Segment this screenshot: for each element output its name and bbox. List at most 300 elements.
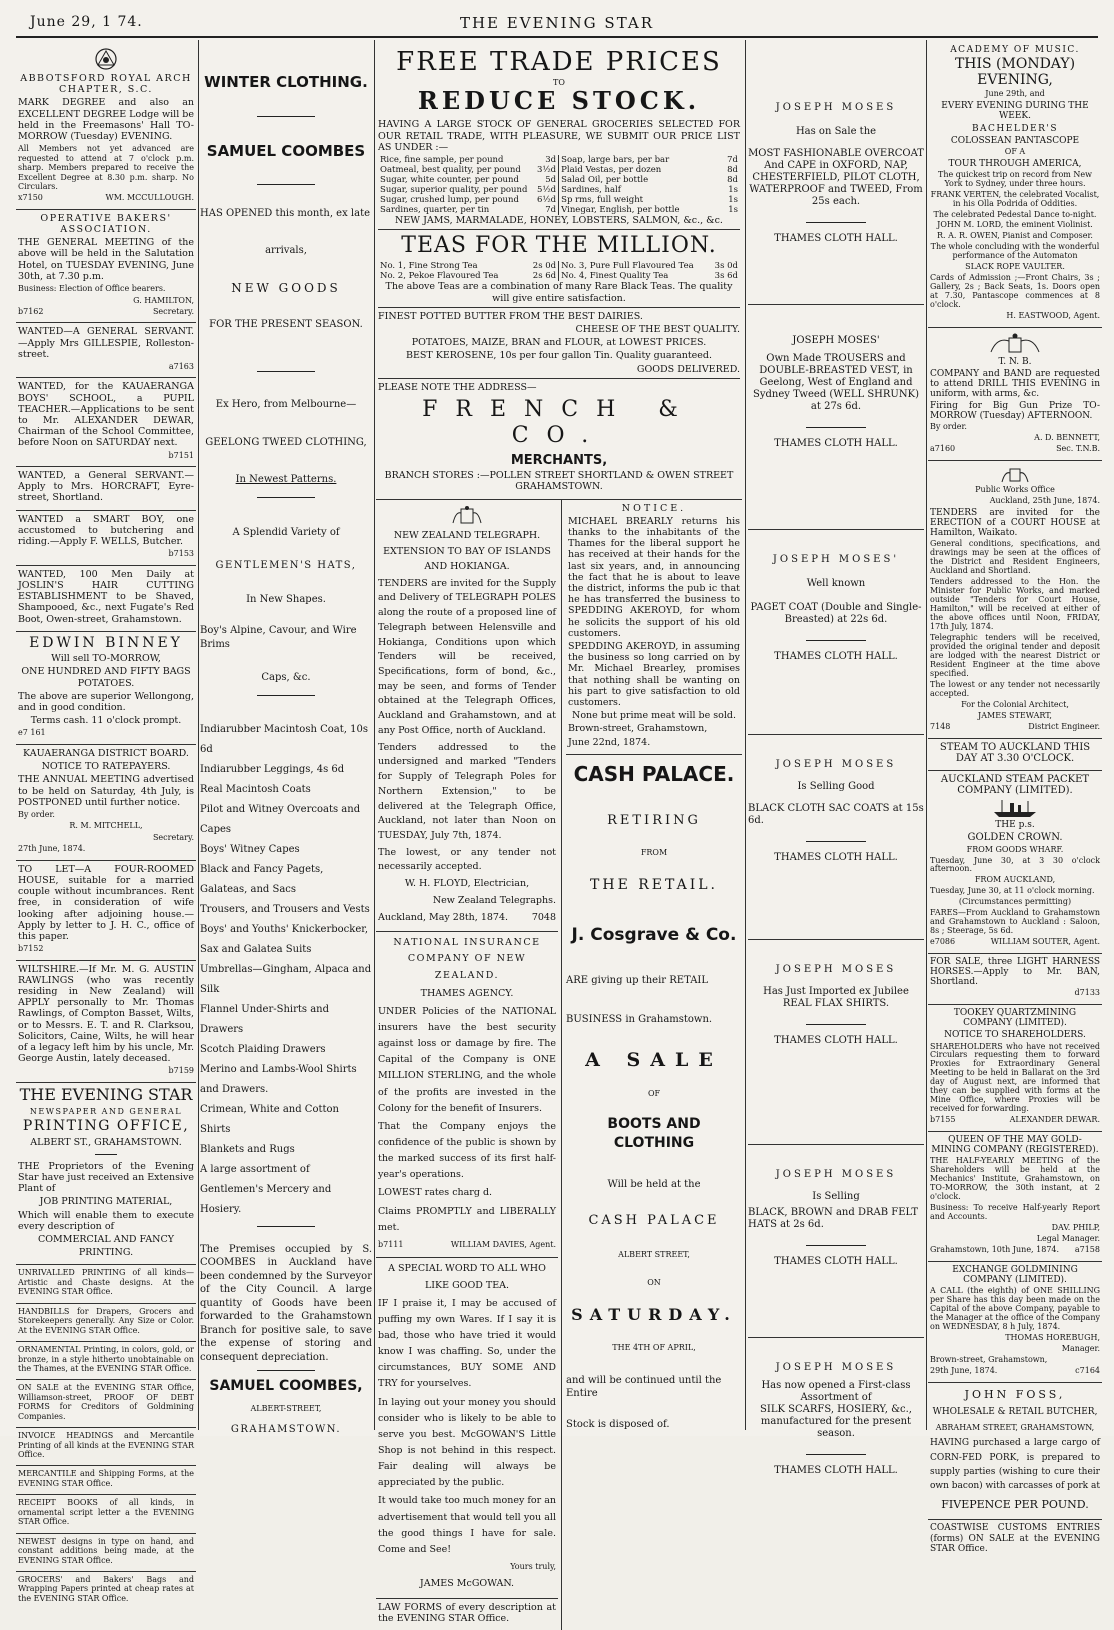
sale-heading: A SALE <box>585 1049 723 1072</box>
item-price: 7d <box>545 205 557 216</box>
grahamstown: GRAHAMSTOWN. <box>230 1423 342 1435</box>
ad-date: 29th June, 1874. <box>930 1365 998 1375</box>
item-name: No. 1, Fine Strong Tea <box>380 261 478 272</box>
ad-body: A CALL (the eighth) of ONE SHILLING per Share has this day been made on the Capital of the above Company, payable to the Manager at the office of the Company on WEDNESDAY, 8 h July, 1874. <box>930 1285 1100 1331</box>
servant-ad <box>16 323 196 378</box>
ad-signature: ALEXANDER DEWAR. <box>1009 1115 1100 1125</box>
thames-cloth-hall: THAMES CLOTH HALL. <box>774 1035 898 1046</box>
list-item: Blankets and Rugs <box>200 1143 295 1155</box>
price-row <box>378 185 559 195</box>
free-trade-ad <box>376 42 742 500</box>
item-name: No. 2, Pekoe Flavoured Tea <box>380 271 499 282</box>
masonic-emblem-icon <box>91 47 121 71</box>
ad-body: The lowest, or any tender not necessarily accepted. <box>378 846 556 873</box>
item-price: 5d <box>545 175 557 186</box>
item-name: Sugar, superior quality, per pound <box>380 185 528 196</box>
list-item: A large assortment of Gentlemen's Mercery and Hosiery. <box>200 1163 332 1215</box>
moses-ad <box>748 304 924 529</box>
price-row <box>559 205 740 215</box>
ad-line: JOHN M. LORD, the eminent Violinist. <box>937 220 1093 230</box>
ad-ref: a7158 <box>1074 1244 1100 1254</box>
ad-price: FIVEPENCE PER POUND. <box>941 1497 1089 1511</box>
steamship-icon <box>992 798 1038 818</box>
geelong-text: GEELONG TWEED CLOTHING, <box>205 436 367 448</box>
ad-line: Is Selling <box>812 1191 860 1202</box>
ad-line: ONE HUNDRED AND FIFTY BAGS POTATOES. <box>21 666 191 689</box>
printing-notice <box>16 1380 196 1428</box>
list-item: Umbrellas—Gingham, Alpaca and Silk <box>200 963 372 995</box>
ad-title: ABBOTSFORD ROYAL ARCH CHAPTER, S.C. <box>20 73 192 96</box>
ad-signature: W. H. FLOYD, Electrician, <box>404 878 530 890</box>
ad-title: AUCKLAND STEAM PACKET COMPANY (LIMITED). <box>940 773 1090 797</box>
ad-ref: b7151 <box>168 450 194 460</box>
ad-signature: DAV. PHILP, <box>1051 1222 1100 1232</box>
ad-line: SLACK ROPE VAULTER. <box>965 262 1065 272</box>
ad-body: IF I praise it, I may be accused of puffing my own Wares. If I say it is bad, those who have tried it would know I was chaffing. So, under the circumstances, BUY SOME AND TRY for yourselves. <box>378 1297 556 1390</box>
ad-line: THIS (MONDAY) EVENING, <box>954 56 1076 88</box>
ad-body: HAVING purchased a large cargo of CORN-FED PORK, is prepared to supply parties (wishing to cure their own bacon) with carcasses of pork at <box>930 1438 1100 1492</box>
newspaper-title: THE EVENING STAR <box>459 14 655 32</box>
ad-body: It would take too much money for an advertisement that would tell you all the good things I have for sale. Come and See! <box>378 1495 556 1555</box>
notice-text: HANDBILLS for Drapers, Grocers and Storekeepers generally. Any Size or Color. At the EVENING STAR Office. <box>18 1306 194 1335</box>
notice-text: INVOICE HEADINGS and Mercantile Printing of all kinds at the EVENING STAR Office. <box>18 1431 194 1460</box>
ad-ref: 7148 <box>930 721 951 731</box>
flour-text: POTATOES, MAIZE, BRAN and FLOUR, at LOWEST PRICES. <box>411 337 707 349</box>
ad-subtitle: WHOLESALE & RETAIL BUTCHER, <box>932 1407 1098 1418</box>
foss-ad <box>928 1383 1102 1521</box>
ad-subtitle: EXTENSION TO BAY OF ISLANDS AND HOKIANGA. <box>383 546 551 573</box>
ad-body: SPEDDING AKEROYD, in assuming the business so long carried on by Mr. Michael Brearley, promises that nothing shall be wanting on his part to give satisfaction to old customers. <box>568 641 740 709</box>
ad-line: FROM AUCKLAND, <box>974 875 1056 885</box>
moses-ad <box>748 529 924 734</box>
ad-role: Legal Manager. <box>1036 1233 1100 1243</box>
price-row <box>378 261 559 271</box>
moses-ad <box>748 102 924 304</box>
ad-body: WANTED, for the KAUAERANGA BOYS' SCHOOL, a PUPIL TEACHER.—Applications to be sent to Mr. ALEXANDER DEWAR, Chairman of the School Committee, before Noon on SATURDAY next. <box>18 381 194 449</box>
notice-text: ORNAMENTAL Printing, in colors, gold, or bronze, in a style hitherto unobtainable on the Thames, at the EVENING STAR Office. <box>18 1345 194 1373</box>
ad-ref: b7152 <box>18 944 44 954</box>
ad-title: NATIONAL INSURANCE COMPANY OF NEW ZEALAND. <box>393 937 541 981</box>
ad-line: The whole concluding with the wonderful performance of the Automaton <box>930 242 1100 261</box>
item-name: Sardines, half <box>561 185 621 196</box>
ad-body: Business: To receive Half-yearly Report and Accounts. <box>930 1203 1100 1221</box>
ad-date: 27th June, 1874. <box>18 844 86 854</box>
column-4 <box>748 42 924 1476</box>
ad-line: EVERY EVENING DURING THE WEEK. <box>941 101 1089 122</box>
list-item: Black and Fancy Pagets, Galateas, and Sacs <box>200 863 324 895</box>
masthead <box>16 14 1098 36</box>
coombes-heading: SAMUEL COOMBES <box>206 142 366 161</box>
ad-title: EXCHANGE GOLDMINING COMPANY (LIMITED). <box>952 1264 1078 1285</box>
ad-ref: e7086 <box>930 937 956 947</box>
ad-ref: b7111 <box>378 1239 404 1249</box>
price-row <box>559 175 740 185</box>
ad-line: The quickest trip on record from New York to Sydney, under three hours. <box>938 169 1092 188</box>
premises-text: The Premises occupied by S. COOMBES in Auckland have been condemned by the Surveyor of the City Council. A large quantity of Goods have been forwarded to the Grahamstown Branch for positive sale, to save the expense of storing and consequent depreciation. <box>200 1243 372 1363</box>
coat-of-arms-icon <box>1000 466 1030 484</box>
newest-text: In Newest Patterns. <box>235 474 337 486</box>
of-text: OF <box>647 1089 661 1099</box>
list-item: Crimean, White and Cotton Shirts <box>200 1103 339 1135</box>
divider <box>806 427 866 428</box>
ad-body: THE HALF-YEARLY MEETING of the Shareholders will be held at the Mechanics' Institute, Grahamstown, on TO-MORROW, the 30th instant, at 2 o'clock. <box>930 1156 1100 1202</box>
list-item: Pilot and Witney Overcoats and Capes <box>200 803 361 835</box>
ad-subtitle: NEWSPAPER AND GENERAL <box>29 1106 183 1116</box>
ad-signature: WILLIAM SOUTER, Agent. <box>990 937 1100 947</box>
notice-text: UNRIVALLED PRINTING of all kinds—Artistic and Chaste designs. At the EVENING STAR Office. <box>18 1268 194 1297</box>
arrivals-text: arrivals, <box>265 245 307 256</box>
ad-title: JOHN FOSS, <box>964 1387 1066 1401</box>
winter-clothing-heading: WINTER CLOTHING. <box>204 73 368 91</box>
ad-body: MICHAEL BREARLY returns his thanks to the inhabitants of the Thames for the liberal support he has received at their hands for the last six years, and, in announcing the fact that he is about to leave the district, informs the pub ic that he has transferred the business to SPEDDING AKEROYD, for whom he solicits the support of his old customers. <box>568 515 740 639</box>
list-item: Indiarubber Macintosh Coat, 10s 6d <box>200 723 368 755</box>
kerosene-text: BEST KEROSENE, 10s per four gallon Tin. Quality guaranteed. <box>405 350 713 362</box>
moses-ad <box>748 734 924 939</box>
printing-office-ad <box>16 1083 196 1266</box>
item-price: 8d <box>727 175 738 186</box>
divider <box>257 695 315 696</box>
list-item: Real Macintosh Coats <box>200 783 311 795</box>
address-text: PLEASE NOTE THE ADDRESS— <box>378 381 537 393</box>
printing-notice <box>16 1304 196 1342</box>
business-text: BUSINESS in Grahamstown. <box>566 1014 713 1026</box>
ad-line: Tuesday, June 30, at 11 o'clock morning. <box>930 886 1095 896</box>
boys-text: Boy's Alpine, Cavour, and Wire Brims <box>200 625 357 650</box>
delivered-text: GOODS DELIVERED. <box>636 363 740 375</box>
printing-notice <box>16 1342 196 1380</box>
divider <box>806 1024 866 1025</box>
for-sale-ad <box>928 954 1102 1005</box>
notice-text: GROCERS' and Bakers' Bags and Wrapping Papers printed at cheap rates at the EVENING STAR Office. <box>18 1574 194 1603</box>
ad-body: None but prime meat will be sold. <box>572 710 736 722</box>
price-row <box>559 185 740 195</box>
column-rule <box>926 40 927 1430</box>
ad-line: Claims PROMPTLY and LIBERALLY met. <box>378 1205 556 1233</box>
ad-title: THE EVENING STAR <box>19 1084 193 1104</box>
item-price: 8d <box>727 165 738 176</box>
printing-notice <box>16 1265 196 1303</box>
new-goods-heading: NEW GOODS <box>231 280 341 295</box>
ad-body: General conditions, specifications, and drawings may be seen at the offices of the District and Resident Engineers, Auckland and Shortland. <box>930 539 1100 576</box>
brearly-notice <box>566 500 742 755</box>
ad-for: For the Colonial Architect, <box>961 699 1069 709</box>
item-name: Sugar, white counter, per pound <box>380 175 519 186</box>
coat-of-arms-icon <box>987 333 1043 355</box>
branch-text: BRANCH STORES :—POLLEN STREET SHORTLAND & OWEN STREET GRAHAMSTOWN. <box>384 470 734 493</box>
giving-text: ARE giving up their RETAIL <box>566 975 709 987</box>
board-ad <box>16 745 196 861</box>
teacher-ad <box>16 378 196 467</box>
ad-line: FROM GOODS WHARF. <box>966 844 1064 854</box>
ad-body: MARK DEGREE and also an EXCELLENT DEGREE Lodge will be held in the Freemasons' Hall TO-MORROW (Tuesday) EVENING. <box>18 97 194 143</box>
retiring-text: RETIRING <box>607 812 701 828</box>
divider <box>257 184 315 185</box>
item-price: 5½d <box>537 185 557 196</box>
ad-line: GOLDEN CROWN. <box>967 832 1063 844</box>
price-row <box>378 205 559 215</box>
ad-body: SILK SCARFS, HOSIERY, &c., manufactured for the present season. <box>760 1404 912 1439</box>
divider <box>257 371 315 372</box>
coastwise-ad <box>928 1520 1102 1559</box>
ad-line: (Circumstances permitting) <box>958 897 1072 907</box>
ad-line: COMMERCIAL AND FANCY <box>37 1234 175 1246</box>
item-price: 1s <box>728 195 738 206</box>
ad-ref: a7163 <box>168 361 194 371</box>
ad-body: LAW FORMS of every description at the EVENING STAR Office. <box>378 1601 556 1624</box>
bakers-ad <box>16 210 196 324</box>
ad-signature: A. D. BENNETT, <box>1034 433 1100 443</box>
masthead-rule <box>16 36 1098 38</box>
item-name: Sardines, quarter, per tin <box>380 205 490 216</box>
ad-body: TENDERS are invited for the Supply and Delivery of TELEGRAPH POLES along the route of a proposed line of Telegraph between Helensville and Hokianga, Conditions upon which Tenders will be received, Specifications, form of bond, &c., may be seen, and forms of Tender obtained at the Telegraph Offices, Auckland and Grahamstown, and at any Post Office, north of Auckland. <box>378 577 556 736</box>
ad-line: Has on Sale the <box>795 126 877 137</box>
lower-section <box>376 500 742 1630</box>
ad-role: Sec. T.N.B. <box>1056 444 1100 454</box>
list-item: Indiarubber Leggings, 4s 6d <box>200 763 345 775</box>
price-row <box>559 261 740 271</box>
printing-notice <box>16 1466 196 1495</box>
printing-notice <box>16 1534 196 1572</box>
ad-line: JOB PRINTING MATERIAL, <box>39 1196 173 1208</box>
ad-title: NEW ZEALAND TELEGRAPH. <box>393 529 541 541</box>
price-row <box>378 165 559 175</box>
clothing-list <box>200 720 372 1220</box>
ad-body: REAL FLAX SHIRTS. <box>782 998 890 1009</box>
ad-date: Auckland, May 28th, 1874. <box>378 911 509 923</box>
ad-signature: G. HAMILTON, <box>133 295 194 305</box>
wiltshire-ad <box>16 961 196 1083</box>
ad-line: Is Selling Good <box>797 781 875 792</box>
ad-title: STEAM TO AUCKLAND THIS DAY AT 3.30 O'CLOCK. <box>939 741 1091 764</box>
ad-ref: b7159 <box>168 1066 194 1076</box>
jams-text: NEW JAMS, MARMALADE, HONEY, LOBSTERS, SALMON, &c., &c. <box>395 215 723 227</box>
moses-name: JOSEPH MOSES' <box>772 554 900 565</box>
ad-head: Public Works Office <box>975 485 1055 495</box>
item-name: Salad Oil, per bottle <box>561 175 649 186</box>
notice-text: ON SALE at the EVENING STAR Office, Williamson-street, PROOF OF DEBT FORMS for Creditors of Goldmining Companies. <box>18 1383 194 1421</box>
moses-name: JOSEPH MOSES <box>775 759 897 770</box>
ad-title: A SPECIAL WORD TO ALL WHO LIKE GOOD TEA. <box>388 1263 546 1291</box>
ad-signature: H. EASTWOOD, Agent. <box>1006 311 1100 321</box>
ad-line: THE p.s. <box>995 820 1035 831</box>
item-price: 3d <box>545 155 557 166</box>
ad-signature: JAMES McGOWAN. <box>419 1577 515 1589</box>
tea-table-left <box>378 261 559 281</box>
item-price: 3½d <box>537 165 557 176</box>
tea-table-right <box>559 261 740 281</box>
ad-body: FOR SALE, three LIGHT HARNESS HORSES.—Apply to Mr. BAN, Shortland. <box>930 957 1100 988</box>
moses-name: JOSEPH MOSES <box>775 102 897 113</box>
item-price: 1s <box>728 185 738 196</box>
ad-closing: Yours truly, <box>510 1561 556 1571</box>
ad-line: Which will enable them to execute every description of <box>18 1209 194 1232</box>
column-rule <box>198 40 199 1430</box>
printing-notice <box>16 1495 196 1533</box>
price-row <box>378 175 559 185</box>
caps-text: Caps, &c. <box>261 672 311 684</box>
ad-body: MOST FASHIONABLE OVERCOAT And CAPE in OXFORD, NAP, CHESTERFIELD, PILOT CLOTH, WATERPROOF and TWEED, From 25s each. <box>748 148 924 207</box>
ad-body: WANTED, 100 Men Daily at JOSLIN'S HAIR CUTTING ESTABLISHMENT to be Shaved, Shampooed, &c., next Fugate's Red Boot, Owen-street, Grahamstown. <box>18 568 194 625</box>
shapes-text: In New Shapes. <box>246 593 326 605</box>
item-name: Sp rms, full weight <box>561 195 644 206</box>
ad-ref: 7048 <box>531 911 556 923</box>
ad-signature: R. M. MITCHELL, <box>69 821 143 831</box>
ad-line: BACHELDER'S <box>971 123 1059 134</box>
ad-line: Cards of Admission ;—Front Chairs, 3s ; Gallery, 2s ; Back Seats, 1s. Doors open at 7.30, Pantascope commences at 8 o'clock. <box>930 273 1100 310</box>
servant-ad <box>16 467 196 511</box>
item-name: Plaid Vestas, per dozen <box>561 165 662 176</box>
thames-cloth-hall: THAMES CLOTH HALL. <box>774 438 898 449</box>
joslin-ad <box>16 566 196 632</box>
public-works-ad <box>928 461 1102 738</box>
moses-ad <box>748 1144 924 1337</box>
ad-title: NOTICE. <box>621 502 687 514</box>
ad-body: SHAREHOLDERS who have not received Circulars requesting them to forward Proxies for Extraordinary General Meeting to be held in Ballarat on the 3rd day of August next, are informed that they can be supplied with forms at the Mine Office, where Proxies will be received for forwarding. <box>930 1041 1100 1114</box>
item-name: Rice, fine sample, per pound <box>380 155 504 166</box>
butter-text: FINEST POTTED BUTTER FROM THE BEST DAIRIES. <box>378 310 643 322</box>
good-tea-ad <box>376 1258 558 1598</box>
ad-subtitle: PRINTING OFFICE, <box>22 1118 190 1135</box>
divider <box>806 1454 866 1455</box>
ad-body: PAGET COAT (Double and Single-Breasted) at 22s 6d. <box>750 602 922 625</box>
column-rule <box>745 40 746 1430</box>
divider <box>257 1226 315 1227</box>
divider <box>806 841 866 842</box>
thames-cloth-hall: THAMES CLOTH HALL. <box>774 1256 898 1267</box>
ad-body: BLACK CLOTH SAC COATS at 15s 6d. <box>748 803 924 826</box>
price-row <box>378 271 559 281</box>
held-text: Will be held at the <box>607 1178 701 1190</box>
albert-street: ALBERT-STREET, <box>250 1404 322 1414</box>
ad-ref: b7162 <box>18 306 44 316</box>
ad-line: Tuesday, June 30, at 3 30 o'clock afternoon. <box>930 855 1100 874</box>
moses-name: JOSEPH MOSES <box>775 964 897 975</box>
palace-text: CASH PALACE <box>588 1212 720 1228</box>
divider <box>257 116 315 117</box>
list-item: Boys' and Youths' Knickerbocker, Sax and Galatea Suits <box>200 923 369 955</box>
moses-name: JOSEPH MOSES <box>775 1362 897 1373</box>
ad-line: LOWEST rates charg d. <box>378 1187 493 1199</box>
divider <box>257 1370 315 1371</box>
list-item: Boys' Witney Capes <box>200 843 300 855</box>
tookey-ad <box>928 1005 1102 1132</box>
ad-signature: JAMES STEWART, <box>978 710 1052 720</box>
ad-line: COLOSSEAN PANTASCOPE <box>950 135 1080 146</box>
hats-heading: GENTLEMEN'S HATS, <box>215 560 357 572</box>
cheese-text: CHEESE OF THE BEST QUALITY. <box>575 323 740 335</box>
academy-ad <box>928 42 1102 328</box>
on-text: ON <box>647 1278 661 1288</box>
ad-ref: b7155 <box>930 1115 956 1125</box>
ad-address: Brown-street, Grahamstown, <box>930 1354 1048 1364</box>
tolet-ad <box>16 861 196 961</box>
moses-name: JOSEPH MOSES' <box>792 335 880 346</box>
national-insurance-ad <box>376 932 558 1258</box>
abbotsford-ad <box>16 42 196 210</box>
tnb-ad <box>928 328 1102 461</box>
thames-cloth-hall: THAMES CLOTH HALL. <box>774 651 898 662</box>
price-row <box>559 271 740 281</box>
street-text: ALBERT STREET, <box>618 1249 690 1259</box>
binney-ad <box>16 632 196 745</box>
divider <box>806 222 866 223</box>
ad-role: Secretary. <box>152 306 194 316</box>
ad-body: That the Company enjoys the confidence of the public is shown by the marked success of its first half-year's operations. <box>378 1120 556 1181</box>
issue-date: June 29, 1 74. <box>30 14 143 30</box>
ad-signature: WILLIAM DAVIES, Agent. <box>450 1239 556 1249</box>
splendid-text: A Splendid Variety of <box>232 526 340 538</box>
ad-subtitle: NOTICE TO SHAREHOLDERS. <box>944 1030 1086 1041</box>
notice-text: NEWEST designs in type on hand, and constant additions being made, at the EVENING STAR Office. <box>18 1536 194 1565</box>
price-row <box>378 155 559 165</box>
moses-name: JOSEPH MOSES <box>775 1169 897 1180</box>
hero-text: Ex Hero, from Melbourne— <box>215 399 357 411</box>
ad-body: WILTSHIRE.—If Mr. M. G. AUSTIN RAWLINGS (who was recently residing in New Zealand) will APPLY personally to Mr. Thomas Rawlings, of Compton Basset, Wilts, or to Messrs. E. T. and R. Clarksou, Solicitors, Caine, Wilts, he will hear of a legacy left him by his uncle, Mr. George Austin, lately deceased. <box>18 963 194 1065</box>
item-price: 3s 0d <box>714 261 738 272</box>
ad-ref: e7 161 <box>18 728 46 738</box>
list-item: Trousers, and Trousers and Vests <box>200 903 370 915</box>
ad-address: Brown-street, Grahamstown, <box>568 723 708 735</box>
ad-body: TO LET—A FOUR-ROOMED HOUSE, suitable for a married couple without incumbrances. Rent free, in consideration of wife looking after adjoining house.—Apply by letter to J. H. C., office of this paper. <box>18 863 194 942</box>
ad-body: BLACK, BROWN and DRAB FELT HATS at 2s 6d. <box>748 1207 918 1230</box>
ad-role: District Engineer. <box>1028 721 1100 731</box>
ad-body: Tenders addressed to the undersigned and marked "Tenders for Supply of Telegraph Poles for Northern Extension," to be delivered at the Telegraph Office, Auckland, not later than Noon on TUESDAY, July 7th, 1874. <box>378 741 556 841</box>
cosgrave-heading: J. Cosgrave & Co. <box>571 925 737 946</box>
ad-ref: c7164 <box>1075 1365 1100 1375</box>
ad-body: The lowest or any tender not necessarily accepted. <box>930 679 1100 698</box>
april-text: THE 4TH OF APRIL, <box>612 1343 696 1353</box>
printing-notice <box>16 1428 196 1466</box>
ad-date: Auckland, 25th June, 1874. <box>989 496 1100 506</box>
coat-of-arms-icon <box>450 505 484 527</box>
boy-ad <box>16 511 196 566</box>
ad-address: ABRAHAM STREET, GRAHAMSTOWN, <box>935 1422 1095 1432</box>
column-3 <box>376 42 742 1624</box>
ad-title: EDWIN BINNEY <box>29 634 183 651</box>
ad-body: COASTWISE CUSTOMS ENTRIES (forms) ON SALE at the EVENING STAR Office. <box>930 1523 1100 1554</box>
moses-ad <box>748 1337 924 1477</box>
intro-text: HAVING A LARGE STOCK OF GENERAL GROCERIES SELECTED FOR OUR RETAIL TRADE, WITH PLEASURE, WE SUBMIT OUR PRICE LIST AS UNDER :— <box>378 119 740 153</box>
ad-ref: x7150 <box>18 193 43 203</box>
ad-body: WANTED, a General SERVANT.—Apply to Mrs. HORCRAFT, Eyre-street, Shortland. <box>18 470 194 504</box>
ad-line: Will sell TO-MORROW, <box>51 653 161 665</box>
ad-address: ALBERT ST., GRAHAMSTOWN. <box>30 1136 182 1148</box>
french-heading: FRENCH & CO. <box>422 396 696 448</box>
thames-cloth-hall: THAMES CLOTH HALL. <box>774 1465 898 1476</box>
coombes-signature: SAMUEL COOMBES, <box>209 1378 363 1395</box>
divider <box>806 640 866 641</box>
ad-body: In laying out your money you should consider who is likely to be able to serve you best. McGOWAN'S Little Shop is not behind in this respect. Fair dealing will always be appreciated by the public. <box>378 1396 556 1489</box>
list-item: Flannel Under-Shirts and Drawers <box>200 1003 330 1035</box>
item-name: Sugar, crushed lump, per pound <box>380 195 519 206</box>
list-item: Scotch Plaiding Drawers <box>200 1043 326 1055</box>
telegraph-ad <box>376 500 558 933</box>
retail-text: THE RETAIL. <box>590 877 718 894</box>
ad-line: Has Just Imported ex Jubilee <box>763 986 909 997</box>
price-list <box>378 155 740 215</box>
ad-date: Grahamstown, 10th June, 1874. <box>930 1244 1060 1254</box>
ad-title: TOOKEY QUARTZMINING COMPANY (LIMITED). <box>953 1008 1077 1029</box>
ad-body: WANTED—A GENERAL SERVANT. —Apply Mrs GILLESPIE, Rolleston-street. <box>18 326 194 360</box>
ad-ref: b7153 <box>168 549 194 559</box>
column-5 <box>928 42 1102 1554</box>
price-row <box>559 155 740 165</box>
price-table-left <box>378 155 559 215</box>
saturday-heading: SATURDAY. <box>571 1304 737 1324</box>
ad-title: ACADEMY OF MUSIC. <box>950 45 1080 55</box>
teas-heading: TEAS FOR THE MILLION. <box>401 233 717 259</box>
ad-body: THE ANNUAL MEETING advertised to be held on Saturday, 4th July, is POSTPONED until further notice. <box>18 774 194 808</box>
